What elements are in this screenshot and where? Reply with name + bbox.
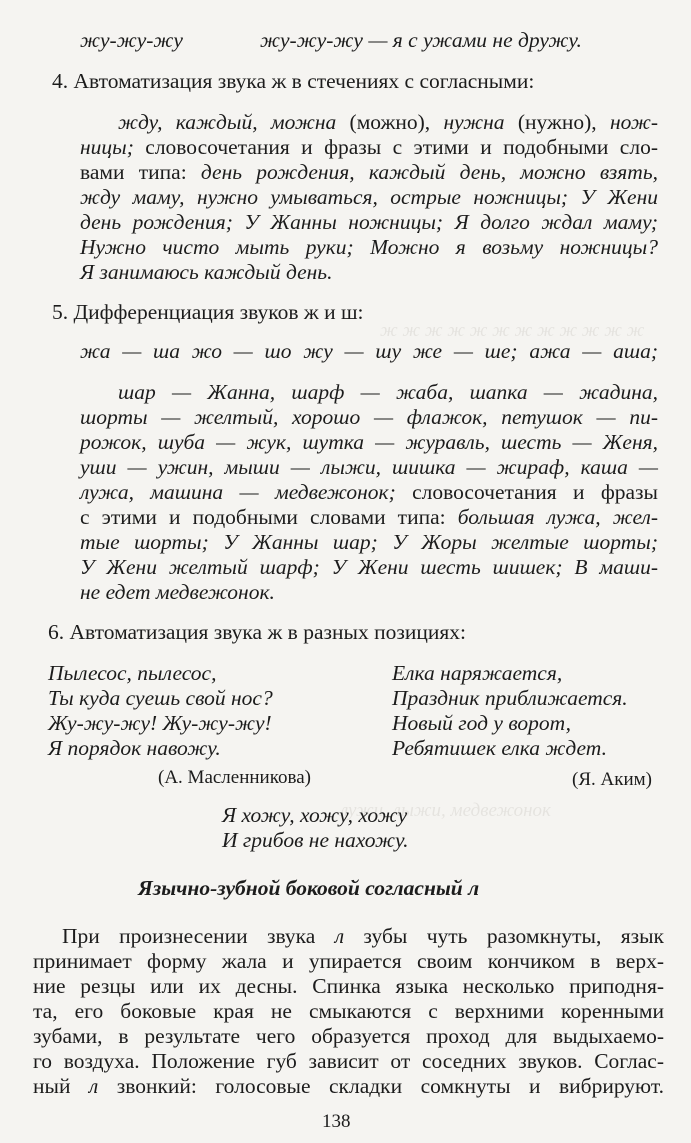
body-line-4: та, его боковые края не смыкаются с верхними коренными xyxy=(33,999,664,1023)
s5-syllables: жа — ша жо — шо жу — шу же — ше; ажа — аша; xyxy=(80,339,658,363)
section-6-heading: 6. Автоматизация звука ж в разных позициях: xyxy=(48,620,466,644)
body-line-3: ние резцы или их десны. Спинка языка несколько приподня- xyxy=(33,974,664,998)
page-number: 138 xyxy=(322,1111,351,1132)
bleed-through-text: ж ж ж ж ж ж ж ж ж ж ж ж xyxy=(380,320,645,341)
poem-1-line-1: Пылесос, пылесос, xyxy=(48,661,217,685)
s4-line-4: жду маму, нужно умываться, острые ножницы; У Жени xyxy=(80,185,658,209)
s5-line-6: с этими и подобными словами типа: большая лужа, жел- xyxy=(80,505,658,529)
poem-1-author: (А. Масленникова) xyxy=(158,767,311,788)
poem-1-line-2: Ты куда суешь свой нос? xyxy=(48,686,273,710)
tail-line-1: Я хожу, хожу, хожу xyxy=(222,803,408,827)
section-4-heading: 4. Автоматизация звука ж в стечениях с согласными: xyxy=(52,69,535,93)
top-couplet-left: жу-жу-жу xyxy=(80,28,183,52)
top-couplet-right: жу-жу-жу — я с ужами не дружу. xyxy=(260,28,582,52)
poem-2-line-2: Праздник приближается. xyxy=(392,686,628,710)
s4-line-6: Нужно чисто мыть руки; Можно я возьму ножницы? xyxy=(80,235,658,259)
s4-line-1: жду, каждый, можна (можно), нужна (нужно), нож- xyxy=(118,110,658,134)
body-line-7: ный л звонкий: голосовые складки сомкнуты и вибрируют. xyxy=(33,1074,664,1098)
body-line-5: зубами, в результате чего образуется проход для выдыхаемо- xyxy=(33,1024,664,1048)
s5-line-5: лужа, машина — медвежонок; словосочетания и фразы xyxy=(80,480,658,504)
s5-line-2: шорты — желтый, хорошо — флажок, петушок — пи- xyxy=(80,405,658,429)
body-line-2: принимает форму жала и упирается своим кончиком в верх- xyxy=(33,949,664,973)
s5-line-8: У Жени желтый шарф; У Жени шесть шишек; В маши- xyxy=(80,555,658,579)
section-5-heading: 5. Дифференциация звуков ж и ш: xyxy=(52,300,364,324)
s5-line-4: уши — ужин, мыши — лыжи, шишка — жираф, каша — xyxy=(80,455,658,479)
s5-line-3: рожок, шуба — жук, шутка — журавль, шесть — Женя, xyxy=(80,430,658,454)
poem-1-line-4: Я порядок навожу. xyxy=(48,736,221,760)
section-title: Язычно-зубной боковой согласный л xyxy=(138,876,480,900)
body-line-6: го воздуха. Положение губ зависит от соседних звуков. Соглас- xyxy=(33,1049,664,1073)
poem-2-line-3: Новый год у ворот, xyxy=(392,711,572,735)
s4-line-3: вами типа: день рождения, каждый день, можно взять, xyxy=(80,160,658,184)
s5-line-7: тые шорты; У Жанны шар; У Жоры желтые шорты; xyxy=(80,530,658,554)
s5-line-1: шар — Жанна, шарф — жаба, шапка — жадина, xyxy=(118,380,658,404)
s4-line-2: ницы; словосочетания и фразы с этими и подобными сло- xyxy=(80,135,658,159)
poem-2-line-4: Ребятишек елка ждет. xyxy=(392,736,607,760)
poem-1-line-3: Жу-жу-жу! Жу-жу-жу! xyxy=(48,711,272,735)
s5-line-9: не едет медвежонок. xyxy=(80,580,275,604)
body-line-1: При произнесении звука л зубы чуть разомкнуты, язык xyxy=(62,924,665,948)
tail-line-2: И грибов не нахожу. xyxy=(222,828,409,852)
s4-line-5: день рождения; У Жанны ножницы; Я долго ждал маму; xyxy=(80,210,658,234)
s4-line-7: Я занимаюсь каждый день. xyxy=(80,260,333,284)
poem-2-author: (Я. Аким) xyxy=(572,769,652,790)
poem-2-line-1: Елка наряжается, xyxy=(392,661,563,685)
bleed-through-text: лужи, лыжи, медвежонок xyxy=(340,800,551,821)
